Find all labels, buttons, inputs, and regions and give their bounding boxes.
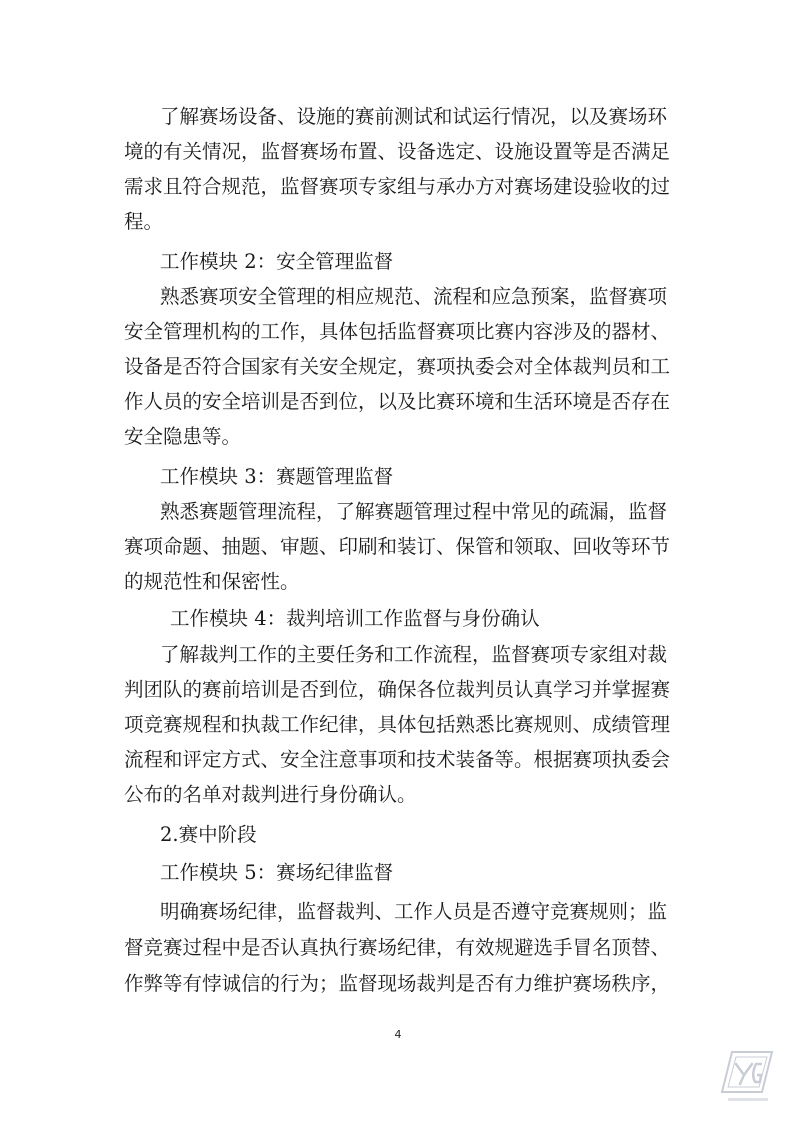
section-heading: 工作模块 3：赛题管理监督 (160, 465, 394, 488)
paragraph-line: 流程和评定方式、安全注意事项和技术装备等。根据赛项执委会 (124, 748, 671, 771)
paragraph-line: 的规范性和保密性。 (124, 570, 300, 593)
paragraph-line: 督竞赛过程中是否认真执行赛场纪律，有效规避选手冒名顶替、 (124, 936, 671, 959)
paragraph-line: 赛项命题、抽题、审题、印刷和装订、保管和领取、回收等环节 (124, 535, 671, 558)
paragraph-line: 境的有关情况，监督赛场布置、设备选定、设施设置等是否满足 (124, 140, 671, 163)
paragraph-line: 安全隐患等。 (124, 425, 242, 448)
publisher-logo-icon (718, 1046, 776, 1108)
paragraph-line: 需求且符合规范，监督赛项专家组与承办方对赛场建设验收的过 (124, 175, 671, 198)
paragraph-line: 明确赛场纪律，监督裁判、工作人员是否遵守竞赛规则；监 (160, 900, 668, 923)
paragraph-line: 设备是否符合国家有关安全规定，赛项执委会对全体裁判员和工 (124, 355, 671, 378)
paragraph-line: 了解裁判工作的主要任务和工作流程，监督赛项专家组对裁 (160, 643, 668, 666)
subsection-heading: 2.赛中阶段 (160, 823, 257, 846)
paragraph-line: 判团队的赛前培训是否到位，确保各位裁判员认真学习并掌握赛 (124, 678, 671, 701)
paragraph-line: 作人员的安全培训是否到位，以及比赛环境和生活环境是否存在 (124, 390, 671, 413)
paragraph-line: 了解赛场设备、设施的赛前测试和试运行情况，以及赛场环 (160, 105, 668, 128)
paragraph-line: 安全管理机构的工作，具体包括监督赛项比赛内容涉及的器材、 (124, 320, 671, 343)
paragraph-line: 作弊等有悖诚信的行为；监督现场裁判是否有力维护赛场秩序， (124, 972, 671, 995)
paragraph-line: 熟悉赛项安全管理的相应规范、流程和应急预案，监督赛项 (160, 285, 668, 308)
section-heading: 工作模块 5：赛场纪律监督 (160, 861, 394, 884)
paragraph-line: 程。 (124, 210, 164, 233)
section-heading: 工作模块 4：裁判培训工作监督与身份确认 (170, 607, 540, 630)
section-heading: 工作模块 2：安全管理监督 (160, 250, 394, 273)
paragraph-line: 项竞赛规程和执裁工作纪律，具体包括熟悉比赛规则、成绩管理 (124, 713, 671, 736)
paragraph-line: 公布的名单对裁判进行身份确认。 (124, 783, 417, 806)
paragraph-line: 熟悉赛题管理流程，了解赛题管理过程中常见的疏漏，监督 (160, 500, 668, 523)
page-number: 4 (394, 1028, 402, 1041)
